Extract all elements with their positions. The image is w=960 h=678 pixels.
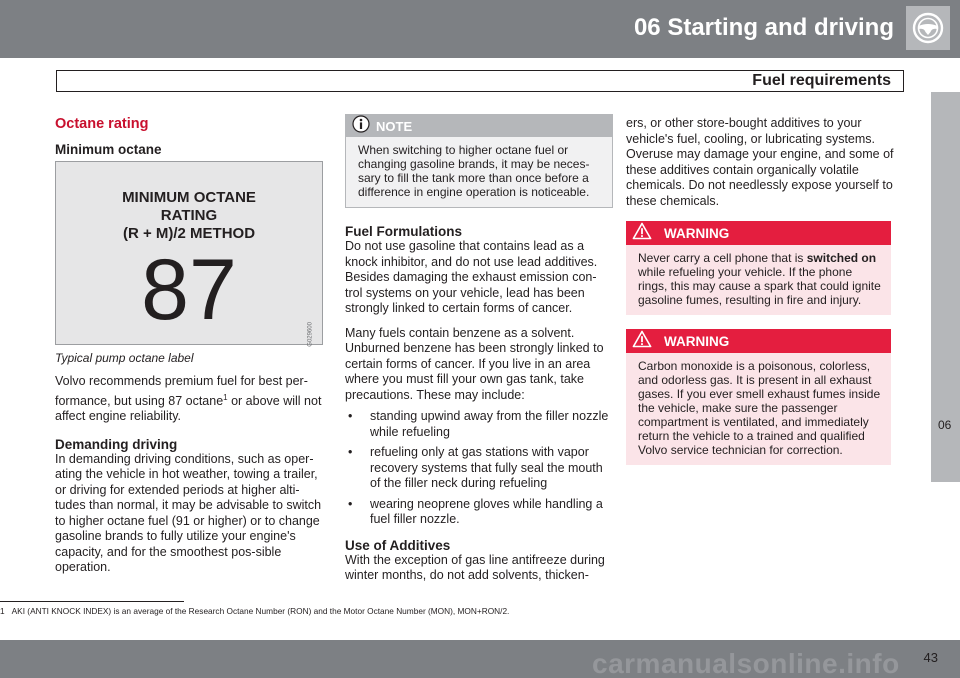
premium-fuel-text: Volvo recommends premium fuel for best per-formance, but using 87 octane xyxy=(55,374,308,408)
demanding-driving-paragraph: In demanding driving conditions, such as oper-ating the vehicle in hot weather, towing a trailer, or driving for extended periods at higher alti-tudes than normal, it may be advisable to switch to higher octane fuel (91 or higher) or to change gasoline brands to fully utilize your engine's capacity, and for the smoothest pos-sible operation. xyxy=(55,451,322,575)
warning-text-end: while refueling your vehicle. If the phone rings, this may cause a spark that could ignite gasoline fumes, resulting in fire and injury. xyxy=(638,265,881,307)
warning-header xyxy=(626,329,891,353)
section-title: Fuel requirements xyxy=(752,72,891,89)
octane-rating-heading: Octane rating xyxy=(55,116,149,132)
footnote-anchor xyxy=(0,0,1,1)
premium-fuel-paragraph xyxy=(55,374,323,425)
minimum-octane-heading: Minimum octane xyxy=(55,142,162,157)
footnote-rule xyxy=(0,601,184,602)
warning-title: WARNING xyxy=(664,225,730,241)
use-of-additives-heading: Use of Additives xyxy=(345,537,451,553)
steering-wheel-icon xyxy=(906,6,950,50)
footnote xyxy=(0,606,509,616)
warning-text: Never carry a cell phone that is xyxy=(638,251,807,265)
pump-label-number: 87 xyxy=(141,242,237,338)
warning-triangle-icon xyxy=(632,222,652,245)
fuel-formulations-heading: Fuel Formulations xyxy=(345,224,463,239)
chapter-title: 06 Starting and driving xyxy=(633,14,894,41)
warning-triangle-icon xyxy=(632,330,652,353)
pump-label-code: G029600 xyxy=(308,322,314,347)
warning-emphasis: switched on xyxy=(806,251,877,265)
note-header xyxy=(346,115,612,137)
demanding-driving-heading: Demanding driving xyxy=(55,436,178,452)
note-box xyxy=(345,114,613,208)
premium-fuel-text-end: or above will not affect engine reliability. xyxy=(55,393,322,424)
pump-label-heading: MINIMUM OCTANE RATING (R + M)/2 METHOD xyxy=(122,189,256,242)
note-title: NOTE xyxy=(376,118,413,134)
column-right xyxy=(626,116,906,465)
warning-box-cell-phone xyxy=(626,221,891,315)
additives-continued-paragraph: ers, or other store-bought additives to your vehicle's fuel, cooling, or lubricating systems. Overuse may damage your engine, and some of these additives contain organically volatile chemicals. Do not needlessly expose yourself to these chemicals. xyxy=(626,116,894,208)
warning-title: WARNING xyxy=(664,333,730,349)
section-title-box xyxy=(56,70,904,92)
warning-text-cell-phone xyxy=(626,245,891,315)
pump-label-caption: Typical pump octane label xyxy=(55,351,194,365)
list-item: • wearing neoprene gloves while handling a fuel filler nozzle. xyxy=(345,497,613,528)
footnote-number: 1 xyxy=(0,606,5,616)
use-of-additives-paragraph: With the exception of gas line antifreeze during winter months, do not add solvents, thicken- xyxy=(345,552,605,582)
warning-text-carbon-monoxide: Carbon monoxide is a poisonous, colorless, and odorless gas. It is present in all exhaust gases. If you ever smell exhaust fumes inside the vehicle, make sure the passenger compartment is ventilated, and immediately return the vehicle to a trained and qualified Volvo service technician for correction. xyxy=(638,359,881,457)
column-left xyxy=(55,114,323,576)
warning-header xyxy=(626,221,891,245)
footnote-marker: 1 xyxy=(223,392,228,402)
footnote-text: AKI (ANTI KNOCK INDEX) is an average of the Research Octane Number (RON) and the Motor Octane Number (MON), MON+RON/2. xyxy=(11,606,510,616)
pump-octane-label-image xyxy=(55,161,323,345)
page-number: 43 xyxy=(923,650,938,665)
chapter-side-tab-label: 06 xyxy=(938,418,952,432)
note-text: When switching to higher octane fuel or changing gasoline brands, it may be neces-sary to fill the tank more than once before a difference in engine operation is noticeable. xyxy=(358,143,590,199)
column-middle xyxy=(345,114,613,584)
watermark: carmanualsonline.info xyxy=(592,648,900,678)
list-item: • standing upwind away from the filler nozzle while refueling xyxy=(345,409,613,440)
precautions-list xyxy=(345,409,613,528)
benzene-paragraph: Many fuels contain benzene as a solvent. Unburned benzene has been strongly linked to certain forms of cancer. If you live in an area where you must fill your own gas tank, take precautions. These may include: xyxy=(345,325,604,402)
warning-box-carbon-monoxide xyxy=(626,329,891,465)
info-icon xyxy=(352,115,370,138)
fuel-formulations-paragraph: Do not use gasoline that contains lead as a knock inhibitor, and do not use lead additives. Besides damaging the exhaust emission con-trol systems on your vehicle, lead has been strongly linked to certain forms of cancer. xyxy=(345,239,598,315)
list-item: • refueling only at gas stations with vapor recovery systems that fully seal the mouth of the filler neck during refueling xyxy=(345,445,613,492)
